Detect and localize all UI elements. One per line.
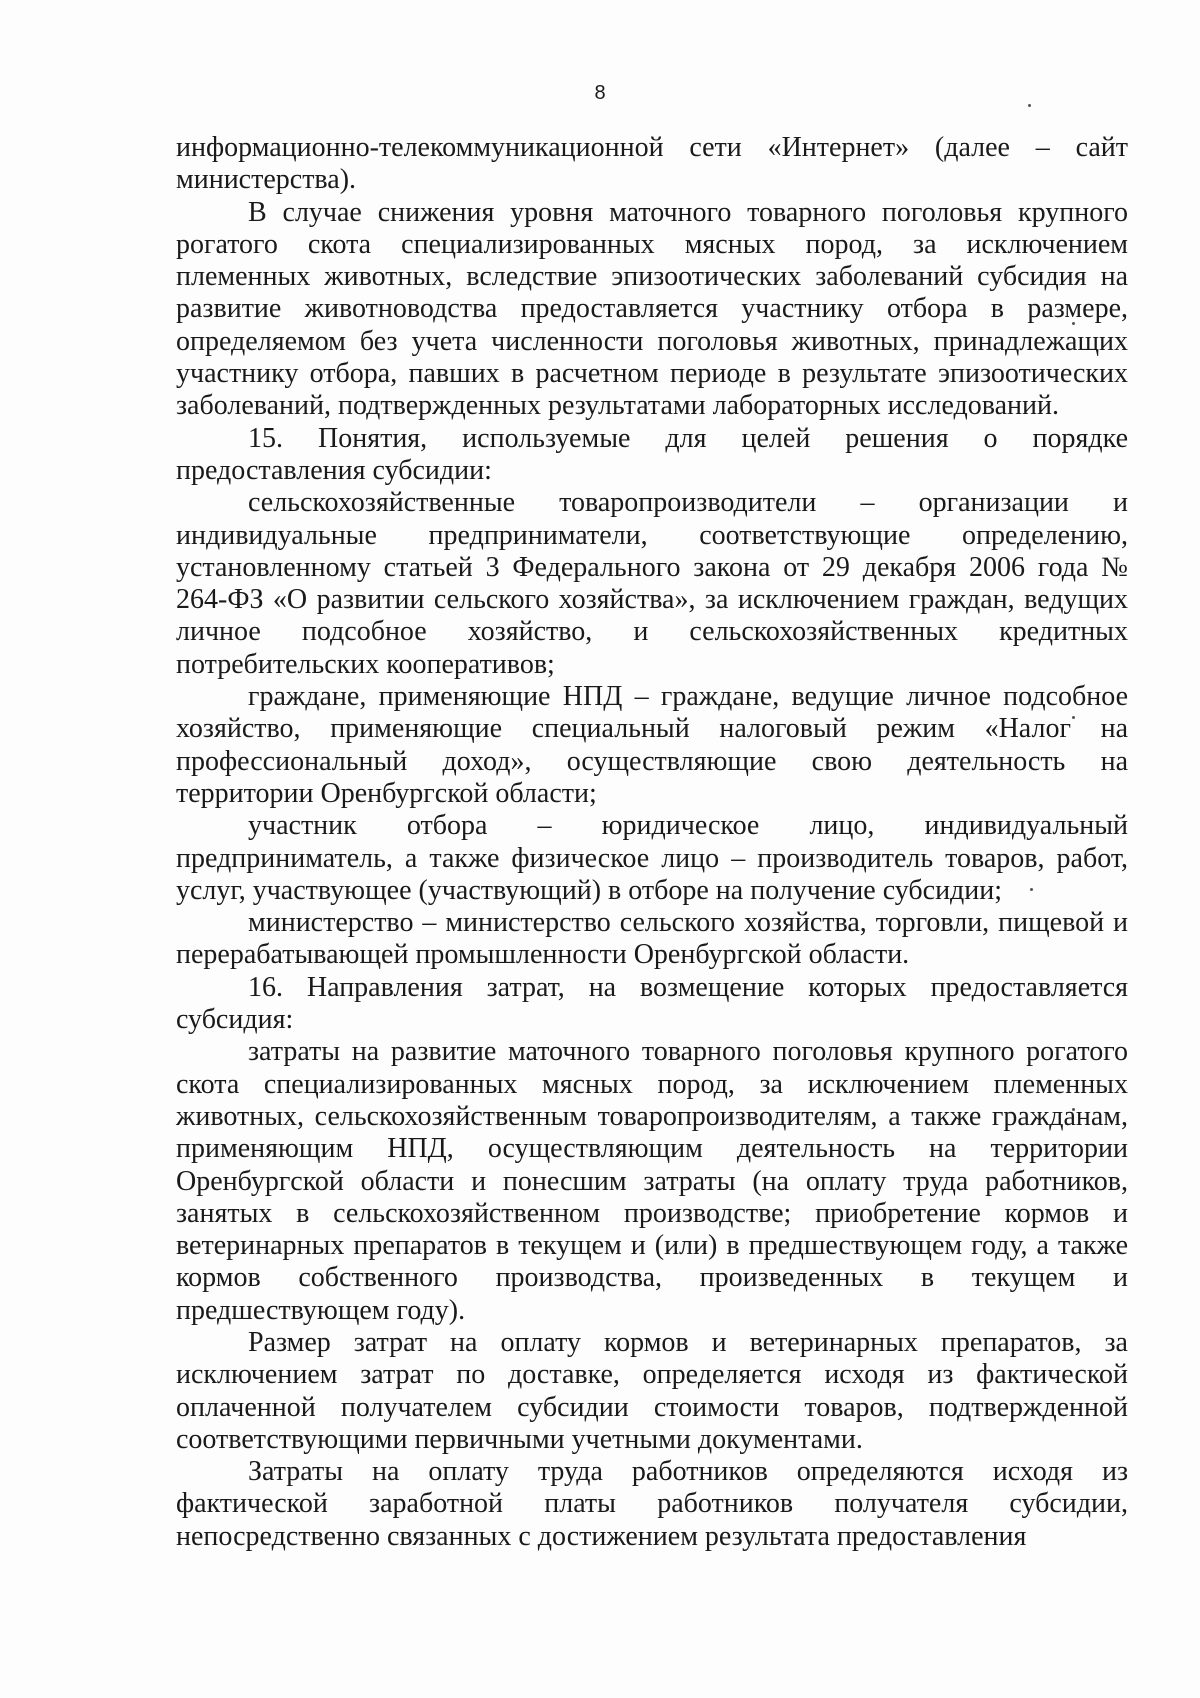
paragraph-15-heading: 15. Понятия, используемые для целей решения о порядке предоставления субсидии:	[176, 422, 1128, 486]
paragraph-epizootic: В случае снижения уровня маточного товарного поголовья крупного рогатого скота специализированных мясных пород, за исключением племенных животных, вследствие эпизоотических заболеваний субсидия на развитие животноводства предоставляется участнику отбора в размере, определяемом без учета численности поголовья животных, принадлежащих участнику отбора, павших в расчетном периоде в результате эпизоотических заболеваний, подтвержденных результатами лабораторных исследований.	[176, 196, 1128, 422]
paragraph-feed-costs: Размер затрат на оплату кормов и ветеринарных препаратов, за исключением затрат по доставке, определяется исходя из фактической оплаченной получателем субсидии стоимости товаров, подтвержденной соответствующими первичными учетными документами.	[176, 1326, 1128, 1455]
paragraph-definition-npd: граждане, применяющие НПД – граждане, ведущие личное подсобное хозяйство, применяющие специальный налоговый режим «Налог на профессиональный доход», осуществляющие свою деятельность на территории Оренбургской области;	[176, 681, 1128, 809]
paragraph-16-heading: 16. Направления затрат, на возмещение которых предоставляется субсидия:	[176, 971, 1128, 1036]
page-number: 8	[594, 82, 606, 104]
paragraph-definition-participant: участник отбора – юридическое лицо, индивидуальный предприниматель, а также физическое лицо – производитель товаров, работ, услуг, участвующее (участвующий) в отборе на получение субсидии;	[176, 810, 1128, 906]
paragraph-costs-description: затраты на развитие маточного товарного поголовья крупного рогатого скота специализированных мясных пород, за исключением племенных животных, сельскохозяйственным товаропроизводителям, а также гражданам, применяющим НПД, осуществляющим деятельность на территории Оренбургской области и понесшим затраты (на оплату труда работников, занятых в сельскохозяйственном производстве; приобретение кормов и ветеринарных препаратов в текущем и (или) в предшествующем году, а также кормов собственного производства, произведенных в текущем и предшествующем году).	[176, 1036, 1128, 1326]
paragraph-intro: информационно-телекоммуникационной сети «Интернет» (далее – сайт министерства).	[176, 132, 1128, 196]
scan-speck	[1028, 104, 1031, 107]
paragraph-definition-ministry: министерство – министерство сельского хозяйства, торговли, пищевой и перерабатывающей промышленности Оренбургской области.	[176, 907, 1128, 971]
document-body	[176, 132, 1128, 1553]
paragraph-labor-costs: Затраты на оплату труда работников определяются исходя из фактической заработной платы работников получателя субсидии, непосредственно связанных с достижением результата предоставления	[176, 1456, 1128, 1552]
paragraph-definition-producers: сельскохозяйственные товаропроизводители – организации и индивидуальные предприниматели, соответствующие определению, установленному статьей 3 Федерального закона от 29 декабря 2006 года № 264-ФЗ «О развитии сельского хозяйства», за исключением граждан, ведущих личное подсобное хозяйство, и сельскохозяйственных кредитных потребительских кооперативов;	[176, 487, 1128, 680]
